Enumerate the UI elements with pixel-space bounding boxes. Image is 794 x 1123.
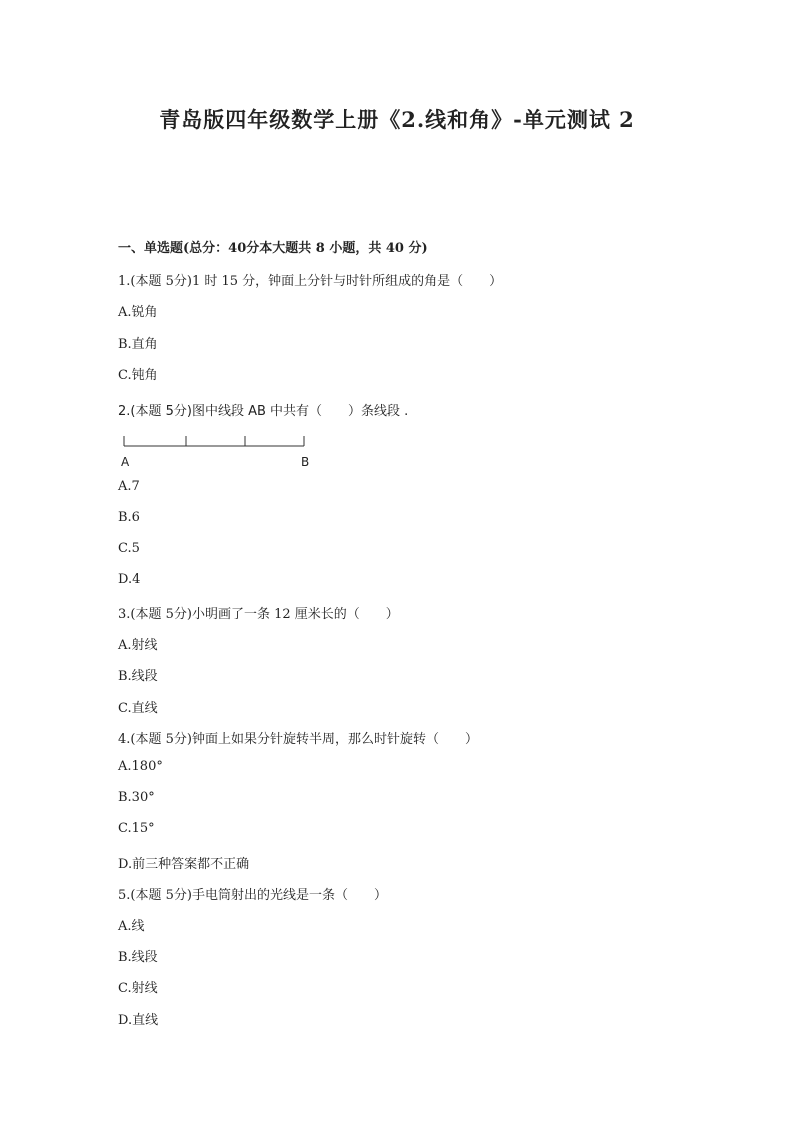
question-5-option-d: D.直线 [118, 1013, 159, 1028]
question-1-option-a: A.锐角 [118, 305, 158, 320]
question-1-option-c: C.钝角 [118, 368, 158, 383]
question-4-option-b: B.30° [118, 790, 155, 805]
point-a-label: A [121, 455, 130, 469]
section-heading: 一、单选题(总分：40分本大题共 8 小题，共 40 分) [118, 241, 428, 256]
question-5-option-c: C.射线 [118, 981, 158, 996]
question-3-stem: 3.(本题 5分)小明画了一条 12 厘米长的（ ） [118, 607, 399, 622]
point-b-label: B [301, 455, 310, 469]
question-5-option-a: A.线 [118, 919, 145, 934]
question-3-option-b: B.线段 [118, 669, 158, 684]
question-2-option-b: B.6 [118, 510, 140, 525]
question-5-option-b: B.线段 [118, 950, 158, 965]
question-1-stem: 1.(本题 5分)1 时 15 分，钟面上分针与时针所组成的角是（ ） [118, 274, 503, 289]
question-4-stem: 4.(本题 5分)钟面上如果分针旋转半周，那么时针旋转（ ） [118, 732, 478, 747]
segment-diagram [118, 430, 318, 450]
question-4-option-d: D.前三种答案都不正确 [118, 857, 250, 872]
question-3-option-c: C.直线 [118, 701, 158, 716]
question-4-option-a: A.180° [118, 759, 163, 774]
question-2-stem: 2.(本题 5分)图中线段 AB 中共有（ ）条线段 . [118, 404, 409, 419]
question-2-option-a: A.7 [118, 479, 140, 494]
question-2-option-c: C.5 [118, 541, 140, 556]
line-segment-figure [118, 430, 318, 472]
question-1-option-b: B.直角 [118, 337, 158, 352]
document-title: 青岛版四年级数学上册《2.线和角》-单元测试 2 [159, 107, 635, 132]
question-5-stem: 5.(本题 5分)手电筒射出的光线是一条（ ） [118, 888, 387, 903]
question-3-option-a: A.射线 [118, 638, 158, 653]
question-2-option-d: D.4 [118, 572, 141, 587]
question-4-option-c: C.15° [118, 821, 155, 836]
